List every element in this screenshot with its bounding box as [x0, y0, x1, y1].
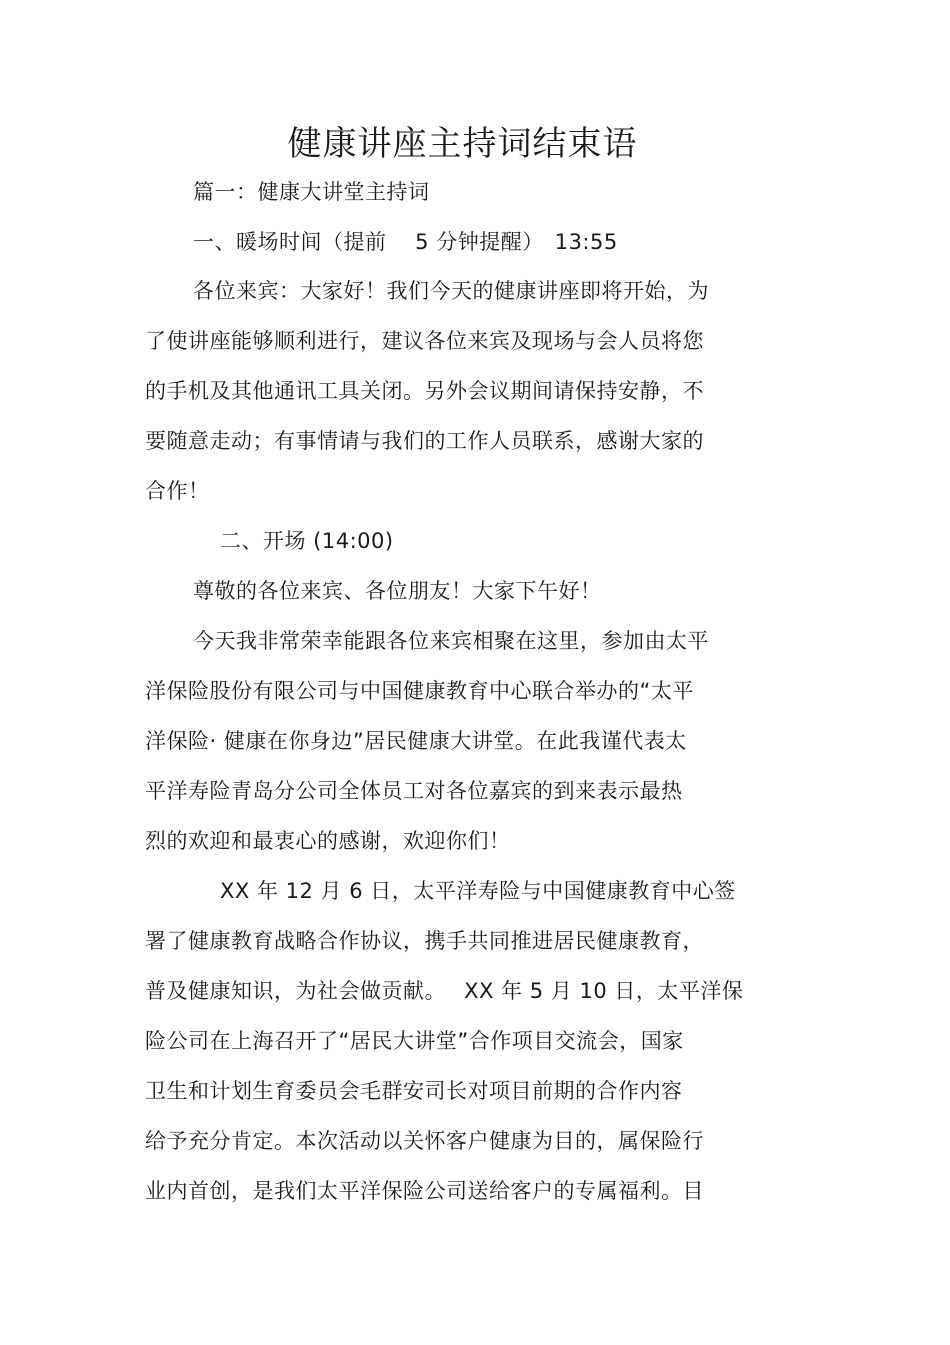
- section-heading-1: 篇一：健康大讲堂主持词: [193, 180, 430, 204]
- subsection-heading-warmup: 一、暖场时间（提前 5 分钟提醒） 13:55: [193, 230, 618, 254]
- paragraph-line: 给予充分肯定。本次活动以关怀客户健康为目的，属保险行: [145, 1129, 704, 1153]
- paragraph-line: 烈的欢迎和最衷心的感谢，欢迎你们！: [145, 829, 511, 853]
- paragraph-line: 今天我非常荣幸能跟各位来宾相聚在这里，参加由太平: [193, 629, 709, 653]
- paragraph-line: 洋保险股份有限公司与中国健康教育中心联合举办的“太平: [145, 679, 694, 703]
- paragraph-line: 署了健康教育战略合作协议，携手共同推进居民健康教育，: [145, 929, 704, 953]
- paragraph-line: 要随意走动；有事情请与我们的工作人员联系，感谢大家的: [145, 429, 704, 453]
- paragraph-line: XX 年 12 月 6 日，太平洋寿险与中国健康教育中心签: [220, 879, 736, 903]
- paragraph-line: 洋保险· 健康在你身边”居民健康大讲堂。在此我谨代表太: [145, 729, 687, 753]
- paragraph-line: 各位来宾：大家好！我们今天的健康讲座即将开始，为: [193, 279, 709, 303]
- paragraph-line: 尊敬的各位来宾、各位朋友！大家下午好！: [193, 579, 602, 603]
- paragraph-line: 险公司在上海召开了“居民大讲堂”合作项目交流会，国家: [145, 1029, 684, 1053]
- paragraph-line: 卫生和计划生育委员会毛群安司长对项目前期的合作内容: [145, 1079, 683, 1103]
- document-title: 健康讲座主持词结束语: [287, 124, 638, 164]
- paragraph-line: 了使讲座能够顺利进行，建议各位来宾及现场与会人员将您: [145, 329, 704, 353]
- paragraph-line: 业内首创，是我们太平洋保险公司送给客户的专属福利。目: [145, 1179, 704, 1203]
- paragraph-line: 平洋寿险青岛分公司全体员工对各位嘉宾的到来表示最热: [145, 779, 683, 803]
- subsection-heading-opening: 二、开场 (14:00): [220, 529, 394, 553]
- paragraph-line: 合作！: [145, 479, 210, 503]
- paragraph-line: 普及健康知识，为社会做贡献。 XX 年 5 月 10 日，太平洋保: [145, 979, 744, 1003]
- paragraph-line: 的手机及其他通讯工具关闭。另外会议期间请保持安静，不: [145, 379, 704, 403]
